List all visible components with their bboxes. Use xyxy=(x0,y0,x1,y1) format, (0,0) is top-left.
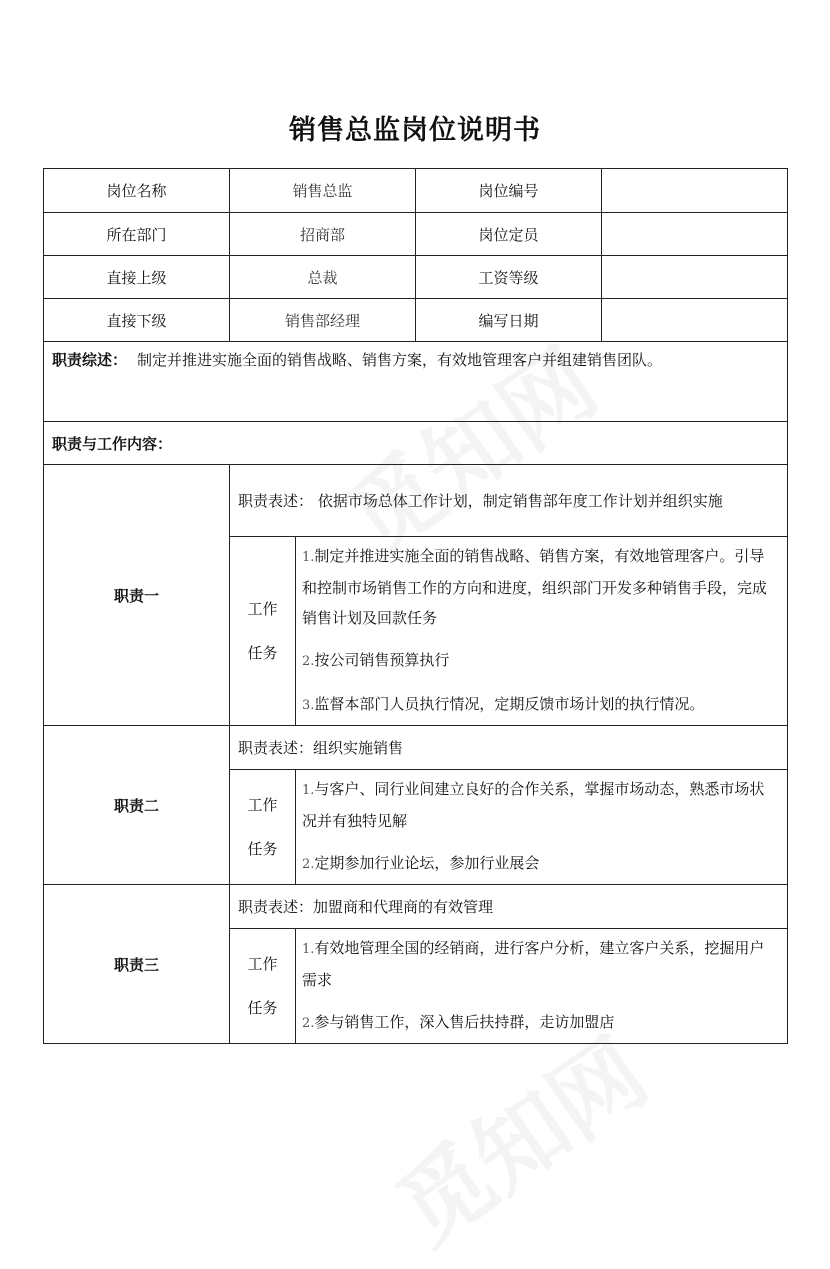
info-row xyxy=(44,169,788,213)
label-salary-grade: 工资等级 xyxy=(416,256,602,299)
value-headcount xyxy=(602,213,788,256)
task-list xyxy=(296,537,788,726)
value-position-name: 销售总监 xyxy=(230,169,416,213)
duty-name: 职责二 xyxy=(44,726,230,885)
duty-desc-row xyxy=(44,465,788,537)
duty-description: 职责表述： 依据市场总体工作计划，制定销售部年度工作计划并组织实施 xyxy=(230,465,788,537)
value-superior: 总裁 xyxy=(230,256,416,299)
task-item: 1.制定并推进实施全面的销售战略、销售方案，有效地管理客户。引导和控制市场销售工作的方向和进度，组织部门开发多种销售手段，完成销售计划及回款任务 xyxy=(302,547,768,627)
label-write-date: 编写日期 xyxy=(416,299,602,342)
label-department: 所在部门 xyxy=(44,213,230,256)
page-title: 销售总监岗位说明书 xyxy=(289,115,541,146)
label-headcount: 岗位定员 xyxy=(416,213,602,256)
label-subordinate: 直接下级 xyxy=(44,299,230,342)
task-item: 2.定期参加行业论坛，参加行业展会 xyxy=(302,854,540,872)
duty-name: 职责三 xyxy=(44,885,230,1044)
label-position-code: 岗位编号 xyxy=(416,169,602,213)
task-list xyxy=(296,770,788,885)
task-item: 3.监督本部门人员执行情况，定期反馈市场计划的执行情况。 xyxy=(302,695,705,713)
value-write-date xyxy=(602,299,788,342)
info-row xyxy=(44,299,788,342)
summary-cell xyxy=(44,342,788,422)
task-item: 2.参与销售工作，深入售后扶持群，走访加盟店 xyxy=(302,1013,615,1031)
work-task-label: 工作 任务 xyxy=(230,537,296,726)
task-item: 1.有效地管理全国的经销商，进行客户分析，建立客户关系，挖掘用户需求 xyxy=(302,939,765,989)
section-title: 职责与工作内容： xyxy=(44,422,788,465)
task-item: 2.按公司销售预算执行 xyxy=(302,651,450,669)
duty-desc-row xyxy=(44,885,788,929)
summary-row xyxy=(44,342,788,422)
label-position-name: 岗位名称 xyxy=(44,169,230,213)
duty-description: 职责表述：组织实施销售 xyxy=(230,726,788,770)
value-department: 招商部 xyxy=(230,213,416,256)
work-task-label: 工作 任务 xyxy=(230,770,296,885)
value-salary-grade xyxy=(602,256,788,299)
duty-name: 职责一 xyxy=(44,465,230,726)
duty-description: 职责表述：加盟商和代理商的有效管理 xyxy=(230,885,788,929)
value-position-code xyxy=(602,169,788,213)
section-row xyxy=(44,422,788,465)
task-item: 1.与客户、同行业间建立良好的合作关系，掌握市场动态，熟悉市场状况并有独特见解 xyxy=(302,780,765,830)
summary-text: 制定并推进实施全面的销售战略、销售方案，有效地管理客户并组建销售团队。 xyxy=(137,351,663,369)
work-task-label: 工作 任务 xyxy=(230,929,296,1044)
info-row xyxy=(44,256,788,299)
duty-desc-row xyxy=(44,726,788,770)
job-description-table xyxy=(43,168,788,1044)
value-subordinate: 销售部经理 xyxy=(230,299,416,342)
summary-label: 职责综述： xyxy=(52,351,128,369)
info-row xyxy=(44,213,788,256)
task-list xyxy=(296,929,788,1044)
label-superior: 直接上级 xyxy=(44,256,230,299)
